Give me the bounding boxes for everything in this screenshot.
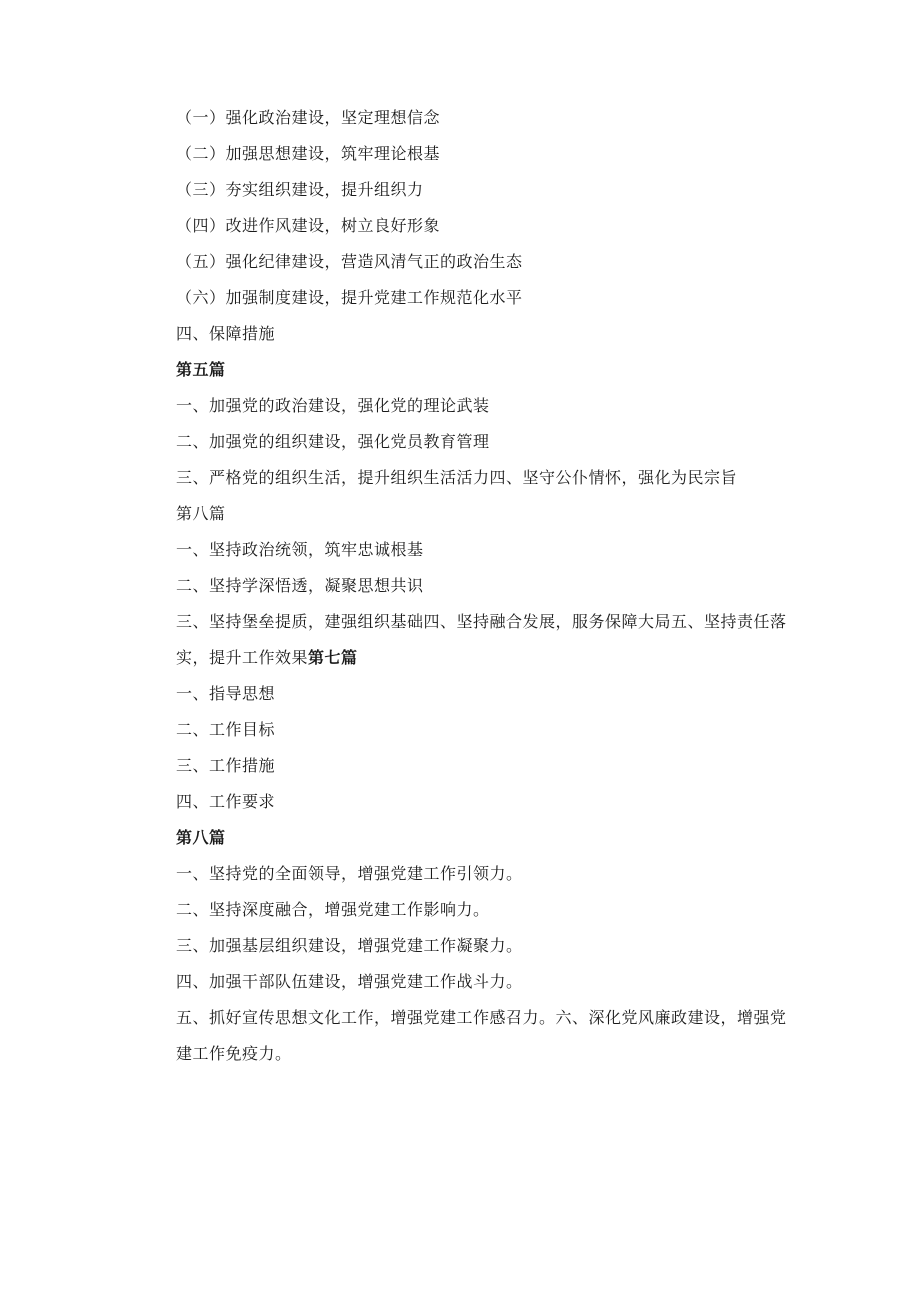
subsection-5: （五）强化纪律建设，营造风清气正的政治生态 bbox=[176, 252, 523, 271]
part-8a-item-3-text: 三、坚持堡垒提质，建强组织基础四、坚持融合发展，服务保障大局五、坚持责任落实，提升工作效果 bbox=[176, 612, 787, 667]
document-page bbox=[176, 100, 796, 1072]
part-8b-item-1: 一、坚持党的全面领导，增强党建工作引领力。 bbox=[176, 864, 523, 883]
part-8b-item-2: 二、坚持深度融合，增强党建工作影响力。 bbox=[176, 900, 490, 919]
part-8a-item-2: 二、坚持学深悟透，凝聚思想共识 bbox=[176, 576, 424, 595]
part-7-item-4: 四、工作要求 bbox=[176, 792, 276, 811]
part-8b-item-5: 五、抓好宣传思想文化工作，增强党建工作感召力。六、深化党风廉政建设，增强党建工作免疫力。 bbox=[176, 1008, 787, 1063]
part-7-item-1: 一、指导思想 bbox=[176, 684, 276, 703]
subsection-4: （四）改进作风建设，树立良好形象 bbox=[176, 216, 441, 235]
part-5-item-2: 二、加强党的组织建设，强化党员教育管理 bbox=[176, 432, 490, 451]
part-8a-item-3 bbox=[176, 604, 788, 676]
part-5-item-3: 三、严格党的组织生活，提升组织生活活力四、坚守公仆情怀，强化为民宗旨 bbox=[176, 468, 738, 487]
part-8b-item-3: 三、加强基层组织建设，增强党建工作凝聚力。 bbox=[176, 936, 523, 955]
part-8a-item-1: 一、坚持政治统领，筑牢忠诚根基 bbox=[176, 540, 424, 559]
subsection-3: （三）夯实组织建设，提升组织力 bbox=[176, 180, 424, 199]
subsection-1: （一）强化政治建设，坚定理想信念 bbox=[176, 108, 441, 127]
part-5-item-1: 一、加强党的政治建设，强化党的理论武装 bbox=[176, 396, 490, 415]
part-5-heading: 第五篇 bbox=[176, 360, 226, 379]
part-8b-heading: 第八篇 bbox=[176, 828, 226, 847]
part-8b-item-4: 四、加强干部队伍建设，增强党建工作战斗力。 bbox=[176, 972, 523, 991]
subsection-2: （二）加强思想建设，筑牢理论根基 bbox=[176, 144, 441, 163]
subsection-6: （六）加强制度建设，提升党建工作规范化水平 bbox=[176, 288, 523, 307]
part-7-item-3: 三、工作措施 bbox=[176, 756, 276, 775]
part-8a-heading: 第八篇 bbox=[176, 504, 226, 523]
part-7-heading: 第七篇 bbox=[308, 648, 358, 667]
part-7-item-2: 二、工作目标 bbox=[176, 720, 276, 739]
section-4-heading: 四、保障措施 bbox=[176, 324, 276, 343]
